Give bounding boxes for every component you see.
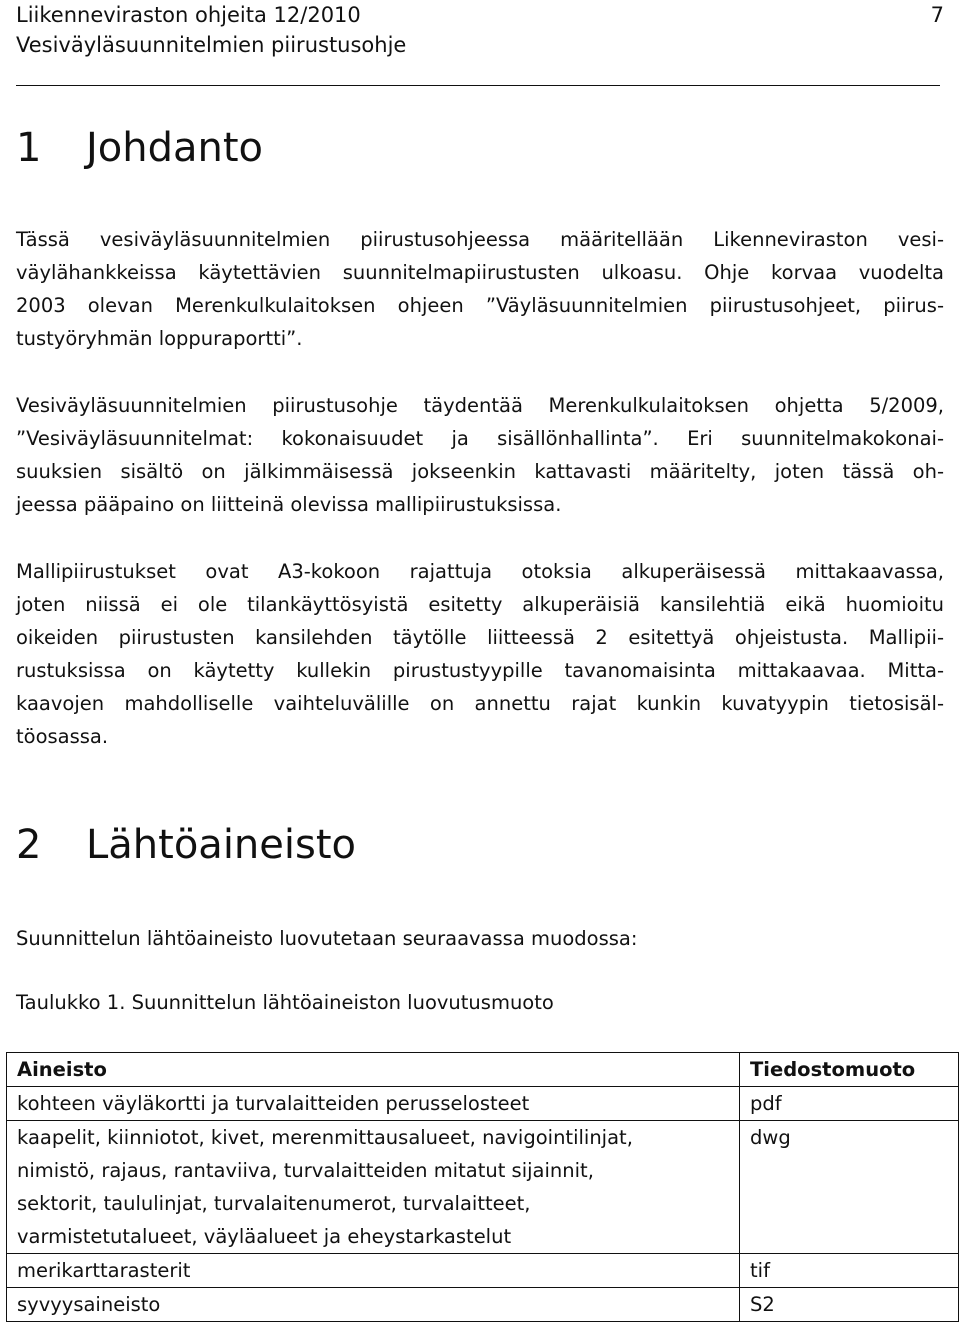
format-cell: pdf (740, 1087, 959, 1121)
material-cell (7, 1087, 740, 1121)
paragraph-line: ”Vesiväyläsuunnitelmat: kokonaisuudet ja sisällönhallinta”. Eri suunnitelmakokonai- (16, 427, 944, 450)
section-2-number: 2 (16, 822, 42, 868)
paragraph-line: Vesiväyläsuunnitelmien piirustusohje täydentää Merenkulkulaitoksen ohjetta 5/2009, (16, 394, 944, 417)
table-header-row (7, 1053, 959, 1087)
column-header-material: Aineisto (7, 1053, 740, 1087)
material-cell (7, 1288, 740, 1322)
section-2-intro (16, 922, 944, 955)
paragraph-line: väylähankkeissa käytettävien suunnitelmapiirustusten ulkoasu. Ohje korvaa vuodelta (16, 261, 944, 284)
page-header (16, 0, 944, 60)
section-1-heading (16, 123, 263, 173)
cell-line: merikarttarasterit (17, 1259, 191, 1282)
table-row (7, 1288, 959, 1322)
paragraph-line: Tässä vesiväyläsuunnitelmien piirustusohjeessa määritellään Likenneviraston vesi- (16, 228, 944, 251)
section-1-paragraph-1 (16, 223, 944, 355)
data-format-table (6, 1052, 959, 1322)
paragraph-line: rustuksissa on käytetty kullekin pirustustyypille tavanomaisinta mittakaavaa. Mitta- (16, 659, 944, 682)
publication-title: Liikenneviraston ohjeita 12/2010 (16, 3, 361, 27)
material-cell (7, 1254, 740, 1288)
paragraph-line: Mallipiirustukset ovat A3-kokoon rajattuja otoksia alkuperäisessä mittakaavassa, (16, 560, 944, 583)
section-2-heading (16, 820, 356, 870)
cell-line: nimistö, rajaus, rantaviiva, turvalaitteiden mitatut sijainnit, (17, 1159, 594, 1182)
table-caption: Taulukko 1. Suunnittelun lähtöaineiston luovutusmuoto (16, 991, 554, 1014)
paragraph-line: 2003 olevan Merenkulkulaitoksen ohjeen ”Väyläsuunnitelmien piirustusohjeet, piirus- (16, 294, 944, 317)
column-header-file-format: Tiedostomuoto (740, 1053, 959, 1087)
paragraph-line: töosassa. (16, 725, 109, 748)
cell-line: kaapelit, kiinniotot, kivet, merenmittausalueet, navigointilinjat, (17, 1126, 633, 1149)
section-1-paragraph-3 (16, 555, 944, 753)
paragraph-line: tustyöryhmän loppuraportti”. (16, 327, 303, 350)
cell-line: varmistetutalueet, väyläalueet ja eheystarkastelut (17, 1225, 512, 1248)
section-2-title: Lähtöaineisto (86, 822, 356, 868)
table-row (7, 1121, 959, 1254)
paragraph-line: joten niissä ei ole tilankäyttösyistä esitetty alkuperäisiä kansilehtiä eikä huomioitu (16, 593, 944, 616)
paragraph-line: kaavojen mahdolliselle vaihteluvälille on annettu rajat kunkin kuvatyypin tietosisäl- (16, 692, 944, 715)
page-number: 7 (930, 3, 944, 27)
paragraph-line: jeessa pääpaino on liitteinä olevissa mallipiirustuksissa. (16, 493, 562, 516)
format-cell: S2 (740, 1288, 959, 1322)
paragraph-line: oikeiden piirustusten kansilehden täytölle liitteessä 2 esitettyä ohjeistusta. Mallipii- (16, 626, 944, 649)
header-divider (16, 85, 940, 86)
table-row (7, 1087, 959, 1121)
table-row (7, 1254, 959, 1288)
section-1-title: Johdanto (86, 125, 264, 171)
format-cell: dwg (740, 1121, 959, 1254)
paragraph-line: suuksien sisältö on jälkimmäisessä jokseenkin kattavasti määritelty, joten tässä oh- (16, 460, 944, 483)
format-cell: tif (740, 1254, 959, 1288)
material-cell (7, 1121, 740, 1254)
cell-line: sektorit, taululinjat, turvalaitenumerot, turvalaitteet, (17, 1192, 531, 1215)
document-title: Vesiväyläsuunnitelmien piirustusohje (16, 33, 407, 57)
cell-line: kohteen väyläkortti ja turvalaitteiden perusselosteet (17, 1092, 530, 1115)
paragraph-line: Suunnittelun lähtöaineisto luovutetaan seuraavassa muodossa: (16, 927, 638, 950)
section-1-number: 1 (16, 125, 42, 171)
cell-line: syvyysaineisto (17, 1293, 161, 1316)
section-1-paragraph-2 (16, 389, 944, 521)
